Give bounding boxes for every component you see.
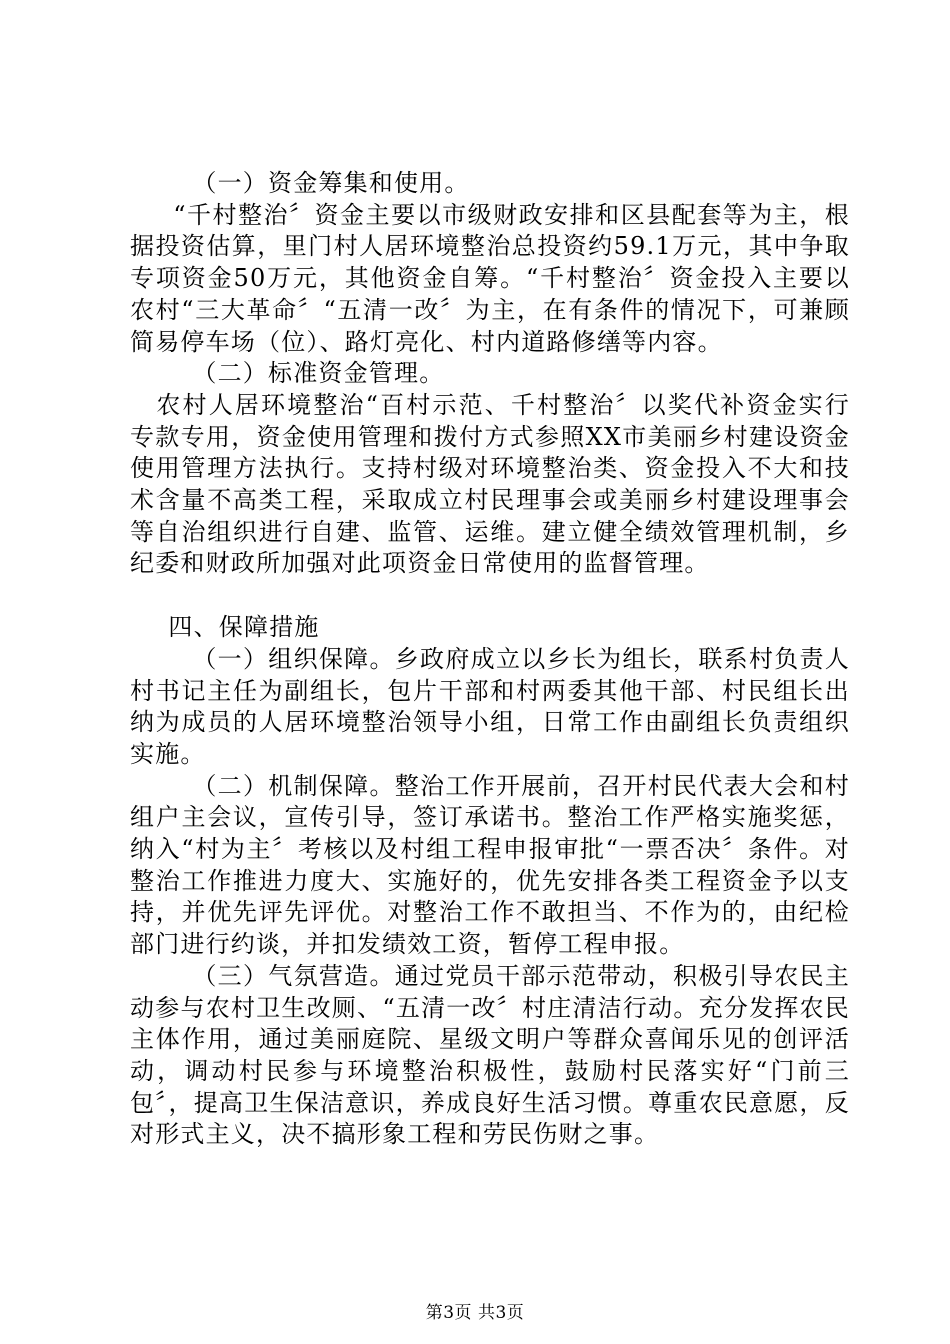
document-body [130,168,850,1151]
paragraph-mechanism-safeguard: （二）机制保障。整治工作开展前，召开村民代表大会和村组户主会议，宣传引导，签订承诺书。整治工作严格实施奖惩，纳入“村为主〞考核以及村组工程申报审批“一票否决〞条件。对整治工作推进力度大、实施好的，优先安排各类工程资金予以支持，并优先评先评优。对整治工作不敢担当、不作为的，由纪检部门进行约谈，并扣发绩效工资，暂停工程申报。 [130,771,850,959]
paragraph-organization-safeguard: （一）组织保障。乡政府成立以乡长为组长，联系村负责人村书记主任为副组长，包片干部和村两委其他干部、村民组长出纳为成员的人居环境整治领导小组，日常工作由副组长负责组织实施。 [130,644,850,768]
subheading-fund-raising: （一）资金筹集和使用。 [192,169,470,197]
paragraph-fund-management: 农村人居环境整治“百村示范、千村整治〞以奖代补资金实行专款专用，资金使用管理和拨付方式参照XX市美丽乡村建设资金使用管理方法执行。支持村级对环境整治类、资金投入不大和技术含量不高类工程，采取成立村民理事会或美丽乡村建设理事会等自治组织进行自建、监管、运维。建立健全绩效管理机制，乡纪委和财政所加强对此项资金日常使用的监督管理。 [130,390,850,578]
paragraph-atmosphere-building: （三）气氛营造。通过党员干部示范带动，积极引导农民主动参与农村卫生改厕、“五清一改〞村庄清洁行动。充分发挥农民主体作用，通过美丽庭院、星级文明户等群众喜闻乐见的创评活动，调动村民参与环境整治积极性，鼓励村民落实好“门前三包〞，提高卫生保洁意识，养成良好生活习惯。尊重农民意愿，反对形式主义，决不搞形象工程和劳民伤财之事。 [130,961,850,1149]
section-heading-safeguards: 四、保障措施 [168,613,320,642]
page-footer: 第3页 共3页 [425,1303,525,1323]
paragraph-fund-usage: “千村整治〞资金主要以市级财政安排和区县配套等为主，根据投资估算，里门村人居环境整治总投资约59.1万元，其中争取专项资金50万元，其他资金自筹。“千村整治〞资金投入主要以农村“三大革命〞“五清一改〞为主，在有条件的情况下，可兼顾简易停车场（位）、路灯亮化、村内道路修缮等内容。 [130,200,850,356]
subheading-fund-management: （二）标准资金管理。 [192,359,445,388]
